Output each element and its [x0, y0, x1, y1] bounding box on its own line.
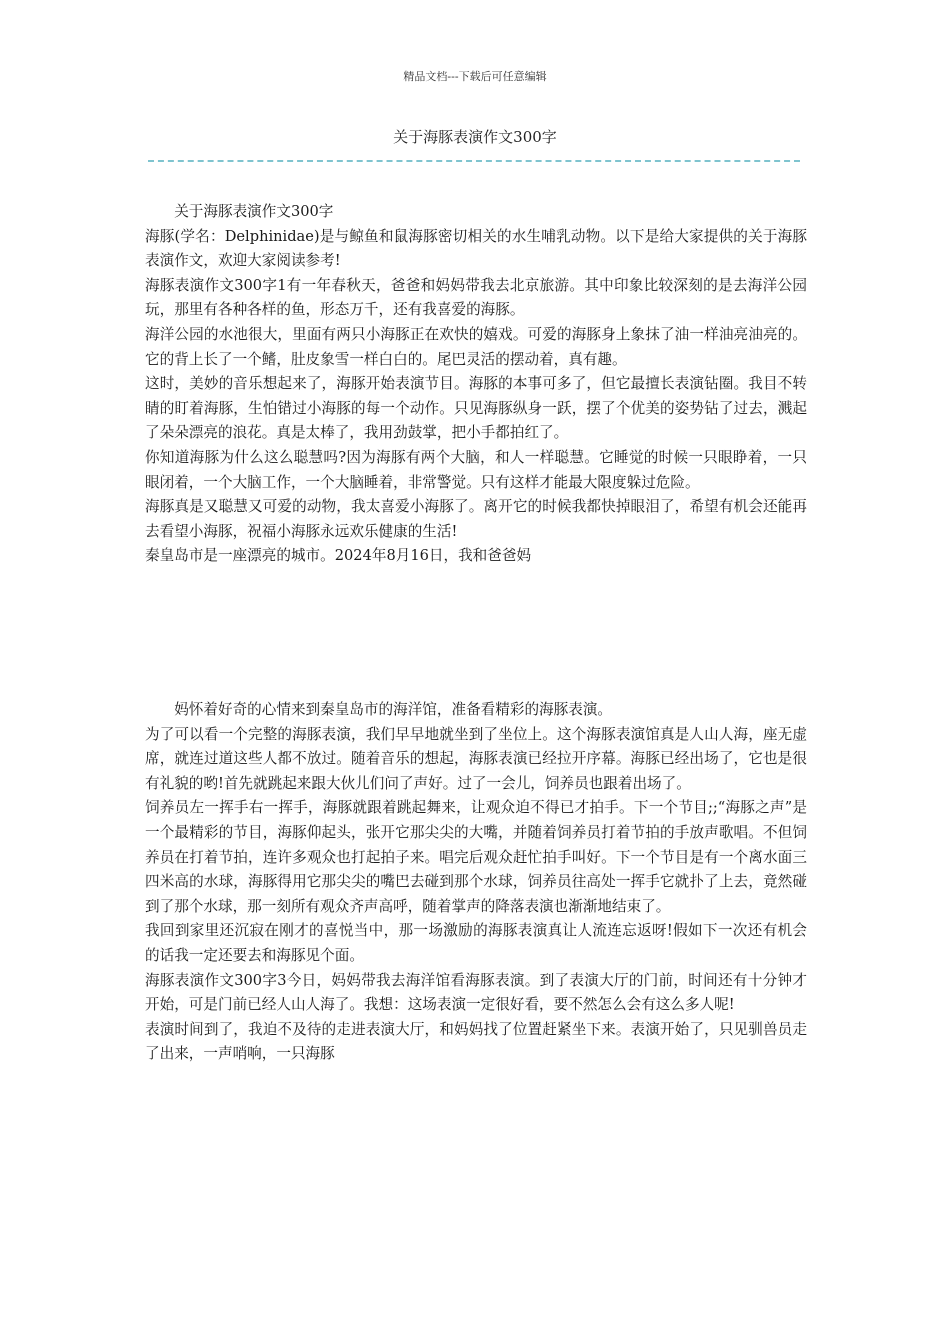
paragraph: 海豚(学名：Delphinidae)是与鲸鱼和鼠海豚密切相关的水生哺乳动物。以下是给大家提供的关于海豚表演作文，欢迎大家阅读参考!	[145, 227, 807, 270]
paragraph: 表演时间到了，我迫不及待的走进表演大厅，和妈妈找了位置赶紧坐下来。表演开始了，只见驯兽员走了出来，一声哨响，一只海豚	[145, 1020, 807, 1063]
paragraph: 妈怀着好奇的心情来到秦皇岛市的海洋馆，准备看精彩的海豚表演。	[174, 701, 613, 718]
title-dashed-divider	[148, 160, 800, 162]
paragraph: 我回到家里还沉寂在刚才的喜悦当中，那一场激励的海豚表演真让人流连忘返呀!假如下一次还有机会的话我一定还要去和海豚见个面。	[145, 922, 807, 964]
document-header-note: 精品文档---下载后可任意编辑	[403, 70, 547, 83]
paragraph: 海豚表演作文300字1有一年春秋天，爸爸和妈妈带我去北京旅游。其中印象比较深刻的是去海洋公园玩，那里有各种各样的鱼，形态万千，还有我喜爱的海豚。	[145, 276, 807, 319]
paragraph-heading: 关于海豚表演作文300字	[174, 203, 334, 220]
paragraph: 海豚真是又聪慧又可爱的动物，我太喜爱小海豚了。离开它的时候我都快掉眼泪了，希望有机会还能再去看望小海豚，祝福小海豚永远欢乐健康的生活!	[145, 498, 807, 540]
paragraph: 饲养员左一挥手右一挥手，海豚就跟着跳起舞来，让观众迫不得已才拍手。下一个节目;;“海豚之声”是一个最精彩的节目，海豚仰起头，张开它那尖尖的大嘴，并随着饲养员打着节拍的手放声歌唱。不但饲养员在打着节拍，连许多观众也打起拍子来。唱完后观众赶忙拍手叫好。下一个节目是有一个离水面三四米高的水球，海豚得用它那尖尖的嘴巴去碰到那个水球，饲养员往高处一挥手它就扑了上去，竟然碰到了那个水球，那一刻所有观众齐声高呼，随着掌声的降落表演也渐渐地结束了。	[145, 799, 807, 915]
text-block-2	[145, 698, 807, 1067]
paragraph: 你知道海豚为什么这么聪慧吗?因为海豚有两个大脑，和人一样聪慧。它睡觉的时候一只眼睁着，一只眼闭着，一个大脑工作，一个大脑睡着，非常警觉。只有这样才能最大限度躲过危险。	[145, 448, 807, 491]
paragraph: 为了可以看一个完整的海豚表演，我们早早地就坐到了坐位上。这个海豚表演馆真是人山人海，座无虚席，就连过道这些人都不放过。随着音乐的想起，海豚表演已经拉开序幕。海豚已经出场了，它也是很有礼貌的哟!首先就跳起来跟大伙儿们问了声好。过了一会儿，饲养员也跟着出场了。	[145, 725, 807, 792]
paragraph: 这时，美妙的音乐想起来了，海豚开始表演节目。海豚的本事可多了，但它最擅长表演钻圈。我目不转睛的盯着海豚，生怕错过小海豚的每一个动作。只见海豚纵身一跃，摆了个优美的姿势钻了过去，溅起了朵朵漂亮的浪花。真是太棒了，我用劲鼓掌，把小手都拍红了。	[145, 375, 807, 442]
paragraph: 秦皇岛市是一座漂亮的城市。2024年8月16日，我和爸爸妈	[145, 547, 532, 565]
document-title: 关于海豚表演作文300字	[393, 128, 557, 146]
text-block-1	[145, 200, 807, 569]
paragraph: 海豚表演作文300字3今日，妈妈带我去海洋馆看海豚表演。到了表演大厅的门前，时间还有十分钟才开始，可是门前已经人山人海了。我想：这场表演一定很好看，要不然怎么会有这么多人呢!	[145, 971, 807, 1014]
paragraph: 海洋公园的水池很大，里面有两只小海豚正在欢快的嬉戏。可爱的海豚身上象抹了油一样油亮油亮的。它的背上长了一个鳍，肚皮象雪一样白白的。尾巴灵活的摆动着，真有趣。	[145, 325, 807, 368]
